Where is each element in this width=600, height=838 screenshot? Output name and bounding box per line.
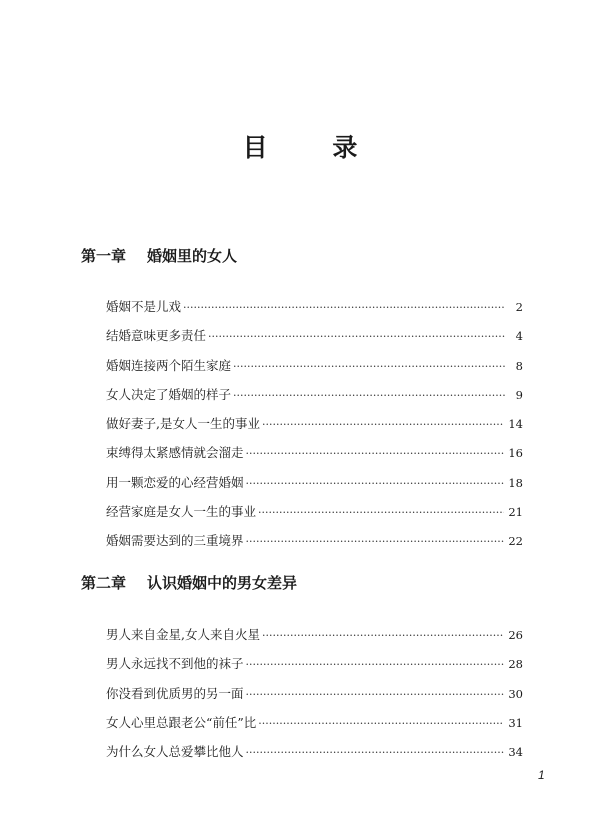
entry-title: 结婚意味更多责任 <box>106 328 207 344</box>
dot-leader <box>233 358 505 376</box>
entry-page-number: 21 <box>508 505 523 520</box>
dot-leader <box>246 445 505 463</box>
entry-title: 婚姻连接两个陌生家庭 <box>106 357 232 373</box>
dot-leader <box>262 627 504 645</box>
chapter-number: 第一章 <box>81 247 127 265</box>
page-title: 目 录 <box>242 133 386 162</box>
entry-title: 男人来自金星,女人来自火星 <box>106 627 260 642</box>
page-number: 1 <box>538 768 545 782</box>
toc-entry[interactable] <box>106 626 523 655</box>
chapter-number: 第二章 <box>81 574 127 592</box>
entry-page-number: 30 <box>508 686 523 701</box>
entry-page-number: 4 <box>515 329 523 344</box>
entry-title: 女人决定了婚姻的样子 <box>106 386 232 402</box>
toc-entry[interactable] <box>106 685 523 714</box>
dot-leader <box>233 387 505 405</box>
dot-leader <box>258 504 504 522</box>
entry-page-number: 9 <box>515 387 523 402</box>
toc-entry[interactable] <box>106 415 523 444</box>
entry-page-number: 26 <box>508 628 523 642</box>
toc-entry[interactable] <box>106 743 523 772</box>
dot-leader <box>246 533 505 551</box>
entry-title: 男人永远找不到他的袜子 <box>106 656 244 672</box>
dot-leader <box>246 744 505 762</box>
chapter-name: 婚姻里的女人 <box>147 247 238 265</box>
dot-leader <box>246 686 505 704</box>
entry-title: 做好妻子,是女人一生的事业 <box>106 416 260 432</box>
entry-title: 女人心里总跟老公“前任”比 <box>106 714 257 730</box>
entry-title: 婚姻不是儿戏 <box>106 299 182 314</box>
entry-page-number: 34 <box>508 745 523 760</box>
entry-page-number: 8 <box>515 358 523 373</box>
entry-page-number: 28 <box>508 657 523 672</box>
toc-entry[interactable] <box>106 357 523 386</box>
entry-page-number: 18 <box>508 475 523 490</box>
toc-entry[interactable] <box>106 386 523 415</box>
dot-leader <box>183 299 505 317</box>
toc-entry[interactable] <box>106 714 523 743</box>
toc-list-chapter-2 <box>106 626 523 772</box>
dot-leader <box>246 656 505 674</box>
dot-leader <box>208 328 505 346</box>
toc-entry[interactable] <box>106 532 523 561</box>
entry-page-number: 16 <box>508 446 523 461</box>
toc-entry[interactable] <box>106 444 523 473</box>
toc-list-chapter-1 <box>106 298 523 562</box>
toc-entry[interactable] <box>106 298 523 327</box>
toc-entry[interactable] <box>106 655 523 684</box>
entry-title: 婚姻需要达到的三重境界 <box>106 533 244 549</box>
entry-title: 用一颗恋爱的心经营婚姻 <box>106 474 244 490</box>
dot-leader <box>258 715 504 733</box>
entry-title: 束缚得太紧感情就会溜走 <box>106 445 244 461</box>
chapter-heading-1 <box>81 246 237 266</box>
chapter-name: 认识婚姻中的男女差异 <box>147 574 298 592</box>
dot-leader <box>262 416 504 434</box>
entry-page-number: 31 <box>508 715 523 730</box>
chapter-heading-2 <box>81 573 297 593</box>
entry-page-number: 14 <box>508 417 523 432</box>
entry-page-number: 2 <box>515 300 523 314</box>
dot-leader <box>246 475 505 493</box>
entry-title: 为什么女人总爱攀比他人 <box>106 744 244 760</box>
toc-entry[interactable] <box>106 474 523 503</box>
toc-entry[interactable] <box>106 327 523 356</box>
entry-page-number: 22 <box>508 534 523 549</box>
toc-entry[interactable] <box>106 503 523 532</box>
entry-title: 你没看到优质男的另一面 <box>106 685 244 701</box>
entry-title: 经营家庭是女人一生的事业 <box>106 504 257 520</box>
